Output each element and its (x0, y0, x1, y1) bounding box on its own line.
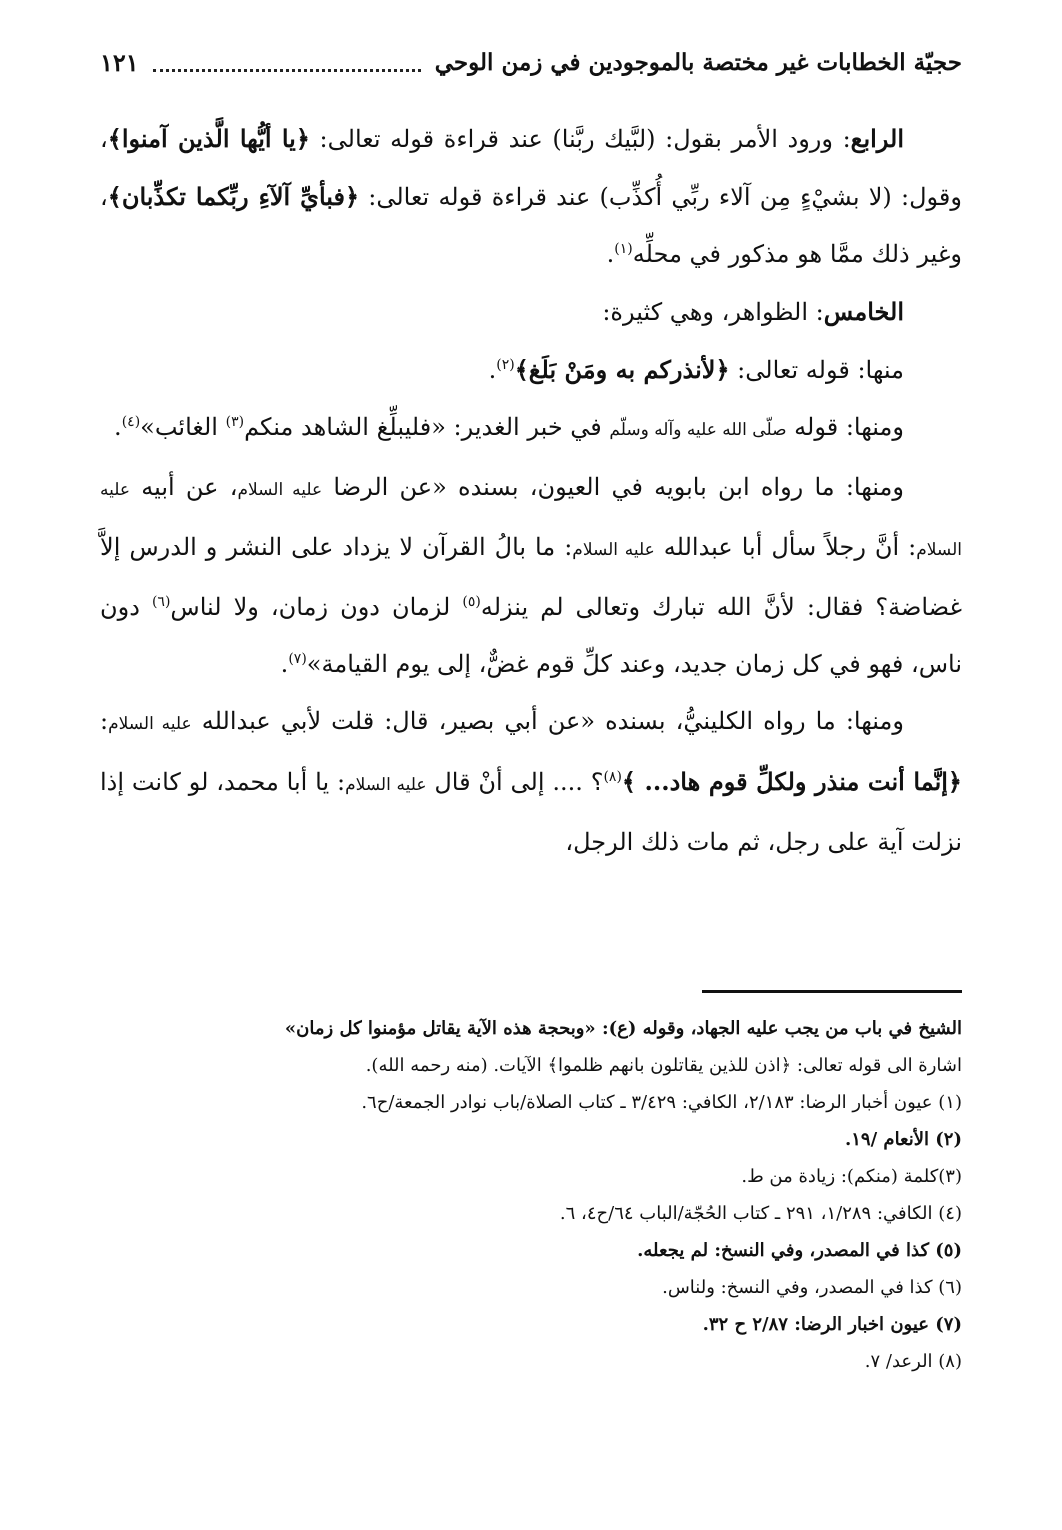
footnote-ref: (٢) (496, 357, 515, 373)
paragraph-text: ومنها: ما رواه ابن بابويه في العيون، بسنده «عن الرضا (322, 473, 904, 501)
main-text (100, 110, 962, 871)
paragraph-lead: الخامس (823, 297, 904, 326)
footnote-ref: (٤) (121, 414, 141, 430)
footnote-ref: (٣) (225, 414, 245, 430)
footnote-item: (٨) الرعد/ ٧. (864, 1351, 962, 1372)
header-title: حجيّة الخطابات غير مختصة بالموجودين في زمن الوحي (434, 48, 962, 76)
footnote-ref: (١) (614, 241, 633, 257)
paragraph-text: : (100, 707, 109, 735)
footnotes (100, 1010, 962, 1380)
paragraph-kulayni (100, 693, 962, 871)
footnote-ref: (٦) (151, 594, 171, 610)
paragraph-text: ، وقول: (لا بشيْءٍ مِن آلاء ربِّي أُكذِّب) عند قراءة قوله تعالى: (100, 125, 962, 211)
quran-verse: ﴿إنَّما أنت منذر ولكلِّ قوم هاد... ﴾ (621, 767, 962, 796)
punctuation: . (280, 650, 289, 678)
footnote-ref: (٨) (603, 769, 622, 785)
footnote-separator (702, 990, 962, 993)
paragraph-fifth (100, 283, 962, 341)
punctuation: . (606, 240, 615, 268)
honorific: عليه السلام (237, 480, 323, 500)
punctuation: . (488, 356, 497, 384)
paragraph-text: : يا أبا محمد، لو كانت إذا نزلت آية على رجل، ثم مات ذلك الرجل، (100, 768, 962, 856)
paragraph-text: ؟ .... إلى أنْ قال (426, 768, 604, 796)
footnote-item: (٢) الأنعام /١٩. (844, 1129, 962, 1150)
paragraph-text: الغائب» (140, 413, 226, 441)
paragraph-verse-warning (100, 341, 962, 399)
footnote-item: (٤) الكافي: ١/٢٨٩، ٢٩١ ـ كتاب الحُجّة/الباب ٦٤/ح٤، ٦. (559, 1203, 962, 1224)
header-dot-leader (153, 69, 421, 72)
paragraph-text: ، وغير ذلك ممَّا هو مذكور في محلِّه (100, 183, 962, 268)
footnote-continuation: اشارة الى قوله تعالى: ﴿اذن للذين يقاتلون بانهم ظلموا﴾ الآيات. (منه رحمه الله). (365, 1055, 962, 1076)
paragraph-text: ، عن أبيه (130, 473, 238, 501)
paragraph-text: في خبر الغدير: «فليبلِّغ الشاهد منكم (244, 413, 610, 441)
paragraph-text: : الظواهر، وهي كثيرة: (602, 298, 824, 326)
quran-verse: ﴿يا أيُّها الَّذين آمنوا﴾ (107, 124, 310, 153)
paragraph-text: : ورود الأمر بقول: (لبَّيك ربَّنا) عند قراءة قوله تعالى: (309, 125, 851, 153)
paragraph-text: ومنها: قوله (786, 413, 904, 441)
footnote-item: (٥) كذا في المصدر، وفي النسخ: لم يجعله. (637, 1240, 962, 1261)
paragraph-text: ومنها: ما رواه الكلينيُّ، بسنده «عن أبي بصير، قال: قلت لأبي عبدالله (191, 707, 904, 735)
honorific: صلّى الله عليه وآله وسلّم (609, 420, 787, 440)
honorific: عليه السلام (345, 775, 427, 795)
paragraph-text: منها: قوله تعالى: (729, 356, 904, 384)
quran-verse: ﴿لأنذركم به ومَنْ بَلَغ﴾ (514, 355, 730, 384)
paragraph-ibn-babawayh (100, 459, 962, 693)
honorific: عليه السلام (100, 480, 963, 560)
page-number: ١٢١ (100, 47, 139, 77)
paragraph-text: دون ناس، فهو في كل زمان جديد، وعند كلِّ قوم غضٌّ، إلى يوم القيامة» (100, 593, 962, 678)
footnote-item: (٦) كذا في المصدر، وفي النسخ: ولناس. (662, 1277, 962, 1298)
footnote-item: (٧) عيون اخبار الرضا: ٢/٨٧ ح ٣٢. (702, 1314, 962, 1335)
paragraph-text: : أنَّ رجلاً سأل أبا عبدالله (654, 533, 917, 561)
footnote-continuation: الشيخ في باب من يجب عليه الجهاد، وقوله (ع): «وبحجة هذه الآية يقاتل مؤمنوا كل زمان» (284, 1018, 962, 1039)
footnote-ref: (٥) (462, 594, 481, 610)
paragraph-fourth (100, 110, 962, 283)
running-header (100, 40, 962, 84)
paragraph-text: لزمان دون زمان، ولا لناس (170, 593, 463, 621)
paragraph-lead: الرابع (850, 124, 905, 153)
honorific: عليه السلام (108, 714, 192, 734)
paragraph-text: : ما بالُ القرآن لا يزداد على النشر و الدرس إلاَّ غضاضة؟ فقال: لأنَّ الله تبارك وتعالى لم ينزله (100, 533, 963, 621)
footnote-ref: (٧) (288, 651, 307, 667)
honorific: عليه السلام (572, 540, 655, 560)
footnote-item: (١) عيون أخبار الرضا: ٢/١٨٣، الكافي: ٣/٤٢٩ ـ كتاب الصلاة/باب نوادر الجمعة/ح٦. (361, 1092, 962, 1113)
quran-verse: ﴿فبأيِّ آلآءِ ربِّكما تكذِّبان﴾ (107, 182, 360, 211)
paragraph-ghadir (100, 399, 962, 459)
footnote-item: (٣)كلمة (منكم): زيادة من ط. (741, 1166, 962, 1187)
punctuation: . (114, 413, 122, 441)
